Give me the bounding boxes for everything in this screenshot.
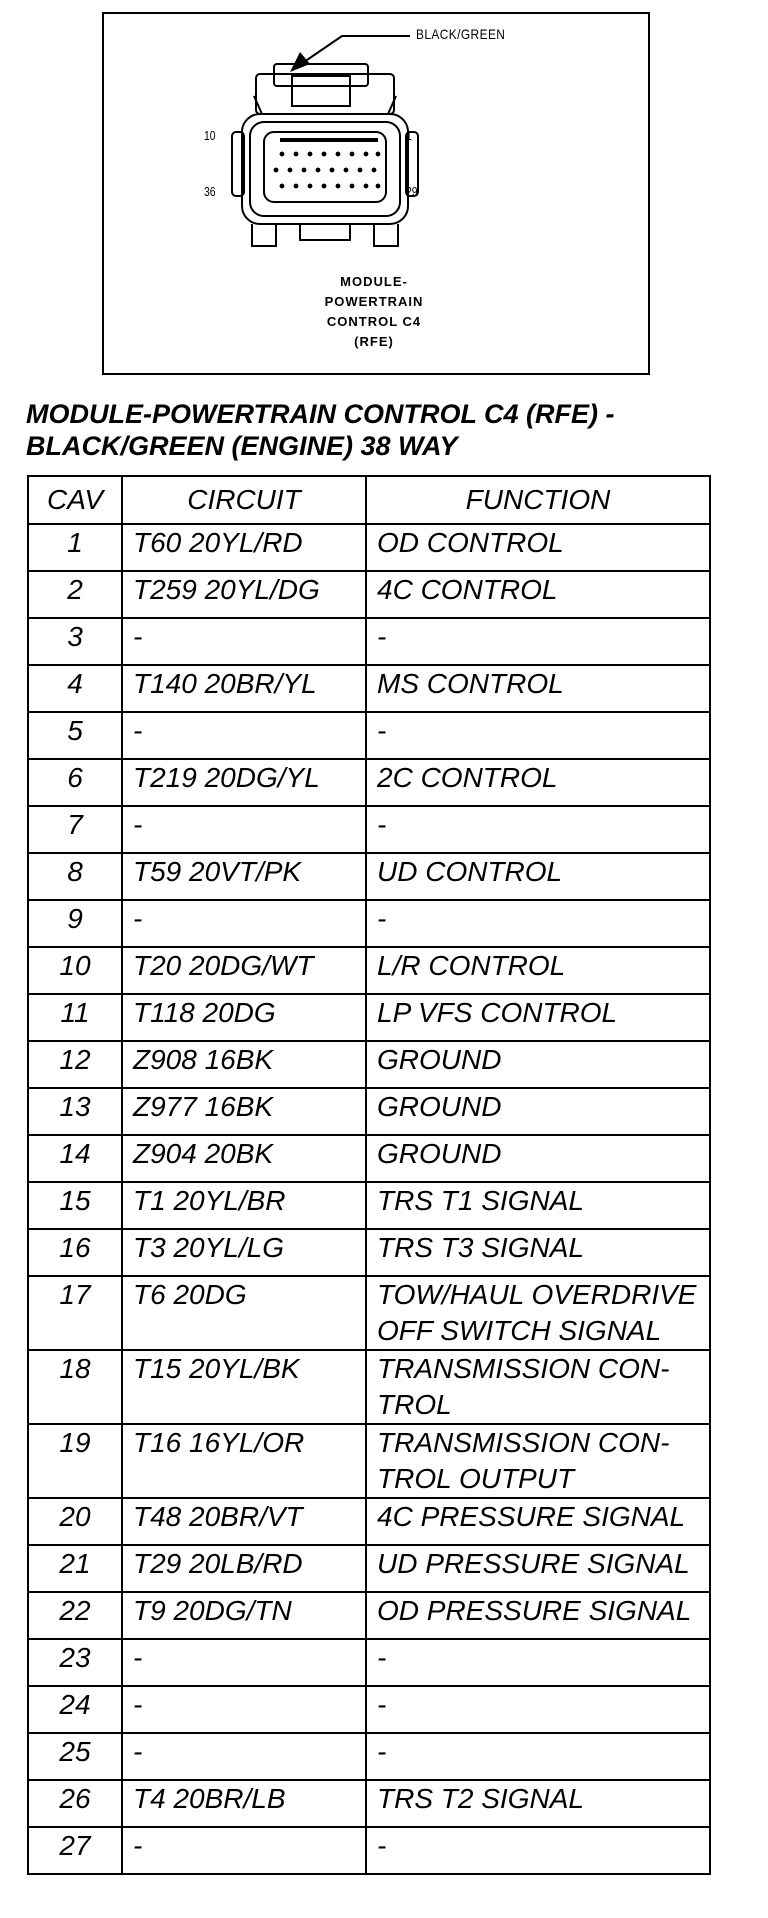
cav-cell: 15 [28, 1182, 122, 1229]
table-row [28, 712, 710, 759]
cav-cell: 8 [28, 853, 122, 900]
circuit-cell: Z908 16BK [122, 1041, 366, 1088]
function-cell: TRS T3 SIGNAL [366, 1229, 710, 1276]
function-cell: UD CONTROL [366, 853, 710, 900]
function-cell: TRANSMISSION CON- TROL [366, 1350, 710, 1424]
cav-cell: 18 [28, 1350, 122, 1424]
header-cav: CAV [28, 476, 122, 524]
table-row [28, 1182, 710, 1229]
table-header-row [28, 476, 710, 524]
cav-cell: 3 [28, 618, 122, 665]
cav-cell: 10 [28, 947, 122, 994]
heading-line: MODULE-POWERTRAIN CONTROL C4 (RFE) - [26, 399, 615, 429]
function-cell: OD PRESSURE SIGNAL [366, 1592, 710, 1639]
function-cell: OD CONTROL [366, 524, 710, 571]
circuit-cell: - [122, 806, 366, 853]
function-cell: 4C PRESSURE SIGNAL [366, 1498, 710, 1545]
heading-line: BLACK/GREEN (ENGINE) 38 WAY [26, 431, 458, 461]
cav-cell: 4 [28, 665, 122, 712]
circuit-cell: T4 20BR/LB [122, 1780, 366, 1827]
circuit-cell: - [122, 900, 366, 947]
caption-line: (RFE) [354, 334, 394, 349]
table-row [28, 1424, 710, 1498]
circuit-cell: T1 20YL/BR [122, 1182, 366, 1229]
table-row [28, 806, 710, 853]
caption-line: POWERTRAIN [324, 294, 424, 309]
cav-cell: 2 [28, 571, 122, 618]
pinout-table [27, 475, 711, 1875]
cav-cell: 5 [28, 712, 122, 759]
cav-cell: 19 [28, 1424, 122, 1498]
function-cell: - [366, 618, 710, 665]
connector-figure [102, 12, 650, 375]
function-cell: 4C CONTROL [366, 571, 710, 618]
function-cell: - [366, 712, 710, 759]
table-row [28, 1041, 710, 1088]
header-function: FUNCTION [366, 476, 710, 524]
table-row [28, 1686, 710, 1733]
cav-cell: 22 [28, 1592, 122, 1639]
circuit-cell: - [122, 1827, 366, 1874]
function-cell: TOW/HAUL OVERDRIVE OFF SWITCH SIGNAL [366, 1276, 710, 1350]
function-cell: - [366, 1686, 710, 1733]
table-row [28, 1545, 710, 1592]
function-cell: - [366, 1733, 710, 1780]
cav-cell: 12 [28, 1041, 122, 1088]
circuit-cell: T15 20YL/BK [122, 1350, 366, 1424]
circuit-cell: T60 20YL/RD [122, 524, 366, 571]
cav-cell: 23 [28, 1639, 122, 1686]
header-circuit: CIRCUIT [122, 476, 366, 524]
function-cell: 2C CONTROL [366, 759, 710, 806]
section-heading [26, 398, 746, 462]
table-row [28, 1592, 710, 1639]
circuit-cell: T16 16YL/OR [122, 1424, 366, 1498]
cav-cell: 7 [28, 806, 122, 853]
circuit-cell: T219 20DG/YL [122, 759, 366, 806]
table-row [28, 1350, 710, 1424]
cav-cell: 20 [28, 1498, 122, 1545]
circuit-cell: Z904 20BK [122, 1135, 366, 1182]
cav-cell: 26 [28, 1780, 122, 1827]
pin-label-bottom-right: 29 [406, 184, 418, 199]
circuit-cell: T29 20LB/RD [122, 1545, 366, 1592]
function-cell: GROUND [366, 1135, 710, 1182]
cav-cell: 13 [28, 1088, 122, 1135]
table-row [28, 994, 710, 1041]
cav-cell: 6 [28, 759, 122, 806]
cav-cell: 17 [28, 1276, 122, 1350]
circuit-cell: T140 20BR/YL [122, 665, 366, 712]
circuit-cell: - [122, 1639, 366, 1686]
cav-cell: 1 [28, 524, 122, 571]
circuit-cell: - [122, 1686, 366, 1733]
cav-cell: 9 [28, 900, 122, 947]
circuit-cell: T118 20DG [122, 994, 366, 1041]
cav-cell: 16 [28, 1229, 122, 1276]
table-row [28, 1276, 710, 1350]
circuit-cell: T9 20DG/TN [122, 1592, 366, 1639]
circuit-cell: - [122, 712, 366, 759]
table-row [28, 1780, 710, 1827]
cav-cell: 25 [28, 1733, 122, 1780]
table-row [28, 1733, 710, 1780]
pin-label-bottom-left: 36 [204, 184, 216, 199]
table-row [28, 618, 710, 665]
connector-color-callout: BLACK/GREEN [416, 26, 506, 42]
table-row [28, 1088, 710, 1135]
circuit-cell: T48 20BR/VT [122, 1498, 366, 1545]
function-cell: UD PRESSURE SIGNAL [366, 1545, 710, 1592]
function-cell: TRS T1 SIGNAL [366, 1182, 710, 1229]
circuit-cell: T3 20YL/LG [122, 1229, 366, 1276]
circuit-cell: T59 20VT/PK [122, 853, 366, 900]
table-body [28, 524, 710, 1874]
cav-cell: 24 [28, 1686, 122, 1733]
cav-cell: 11 [28, 994, 122, 1041]
table-row [28, 1135, 710, 1182]
function-cell: MS CONTROL [366, 665, 710, 712]
function-cell: - [366, 1827, 710, 1874]
table-row [28, 571, 710, 618]
function-cell: LP VFS CONTROL [366, 994, 710, 1041]
pin-label-top-left: 10 [204, 128, 216, 143]
table-row [28, 524, 710, 571]
function-cell: L/R CONTROL [366, 947, 710, 994]
circuit-cell: - [122, 618, 366, 665]
table-row [28, 853, 710, 900]
circuit-cell: T6 20DG [122, 1276, 366, 1350]
function-cell: - [366, 1639, 710, 1686]
table-row [28, 1498, 710, 1545]
pin-label-top-right: 1 [406, 128, 412, 143]
figure-caption [244, 272, 504, 352]
cav-cell: 21 [28, 1545, 122, 1592]
circuit-cell: - [122, 1733, 366, 1780]
table-row [28, 1827, 710, 1874]
table-row [28, 900, 710, 947]
caption-line: CONTROL C4 [326, 314, 422, 329]
function-cell: - [366, 806, 710, 853]
function-cell: GROUND [366, 1088, 710, 1135]
table-row [28, 759, 710, 806]
function-cell: TRS T2 SIGNAL [366, 1780, 710, 1827]
circuit-cell: T259 20YL/DG [122, 571, 366, 618]
caption-line: MODULE- [340, 274, 408, 289]
function-cell: TRANSMISSION CON- TROL OUTPUT [366, 1424, 710, 1498]
cav-cell: 27 [28, 1827, 122, 1874]
function-cell: GROUND [366, 1041, 710, 1088]
table-row [28, 947, 710, 994]
table-row [28, 1639, 710, 1686]
table-row [28, 1229, 710, 1276]
circuit-cell: Z977 16BK [122, 1088, 366, 1135]
cav-cell: 14 [28, 1135, 122, 1182]
table-row [28, 665, 710, 712]
function-cell: - [366, 900, 710, 947]
circuit-cell: T20 20DG/WT [122, 947, 366, 994]
